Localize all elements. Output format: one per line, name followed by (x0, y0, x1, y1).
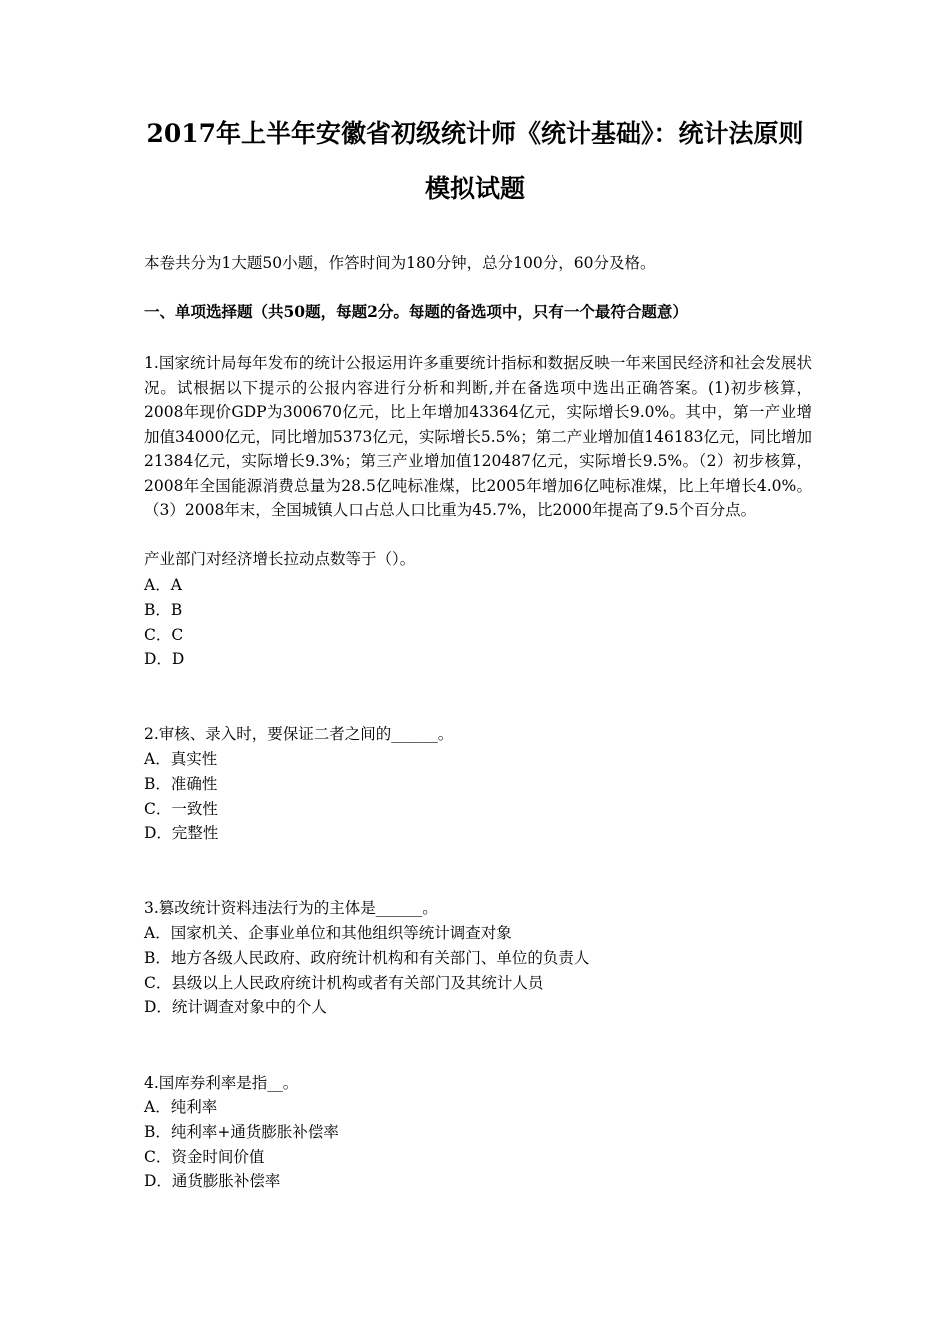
question-4-option-d[interactable]: D．通货膨胀补偿率 (144, 1172, 281, 1191)
question-2-option-b[interactable]: B．准确性 (144, 774, 218, 793)
question-2-option-d[interactable]: D．完整性 (144, 824, 219, 843)
document-title-line1: 2017年上半年安徽省初级统计师《统计基础》：统计法原则 (146, 119, 804, 148)
section-heading: 一、单项选择题（共50题，每题2分。每题的备选项中，只有一个最符合题意） (144, 302, 688, 321)
exam-intro: 本卷共分为1大题50小题，作答时间为180分钟，总分100分，60分及格。 (144, 254, 656, 272)
question-4-option-c[interactable]: C．资金时间价值 (144, 1147, 265, 1166)
question-1-sub-question: 产业部门对经济增长拉动点数等于（）。 (144, 550, 416, 568)
document-title-line2: 模拟试题 (424, 174, 525, 203)
question-3-option-c[interactable]: C．县级以上人民政府统计机构或者有关部门及其统计人员 (144, 973, 544, 992)
question-3-options (144, 921, 812, 1020)
question-3-option-a[interactable]: A．国家机关、企事业单位和其他组织等统计调查对象 (144, 924, 512, 942)
question-4-option-b[interactable]: B．纯利率+通货膨胀补偿率 (144, 1122, 339, 1141)
question-4-options (144, 1095, 812, 1194)
question-3-option-d[interactable]: D．统计调查对象中的个人 (144, 998, 327, 1017)
question-2-stem: 2.审核、录入时，要保证二者之间的______。 (144, 725, 454, 743)
question-1-stem: 1.国家统计局每年发布的统计公报运用许多重要统计指标和数据反映一年来国民经济和社会发展状况。试根据以下提示的公报内容进行分析和判断,并在备选项中选出正确答案。(1)初步核算，2008年现价GDP为300670亿元，比上年增加43364亿元，实际增长9.0%。其中，第一产业增加值34000亿元，同比增加5373亿元，实际增长5.5%；第二产业增加值146183亿元，同比增加21384亿元，实际增长9.3%；第三产业增加值120487亿元，实际增长9.5%。（2）初步核算，2008年全国能源消费总量为28.5亿吨标准煤，比2005年增加6亿吨标准煤，比上年增长4.0%。（3）2008年末，全国城镇人口占总人口比重为45.7%，比2000年提高了9.5个百分点。 (144, 354, 812, 519)
question-3-option-b[interactable]: B．地方各级人民政府、政府统计机构和有关部门、单位的负责人 (144, 948, 590, 967)
question-2-options (144, 747, 812, 846)
question-3-stem: 3.篡改统计资料违法行为的主体是______。 (144, 899, 438, 917)
question-1-options (144, 573, 812, 672)
question-1-option-b[interactable]: B．B (144, 600, 183, 619)
question-1-option-a[interactable]: A．A (144, 576, 182, 594)
question-2-option-a[interactable]: A．真实性 (144, 750, 218, 768)
question-2-option-c[interactable]: C．一致性 (144, 799, 218, 818)
question-1-option-c[interactable]: C．C (144, 625, 184, 644)
question-1-option-d[interactable]: D．D (144, 650, 185, 669)
question-4-stem: 4.国库券利率是指__。 (144, 1074, 299, 1092)
question-4-option-a[interactable]: A．纯利率 (144, 1098, 218, 1116)
